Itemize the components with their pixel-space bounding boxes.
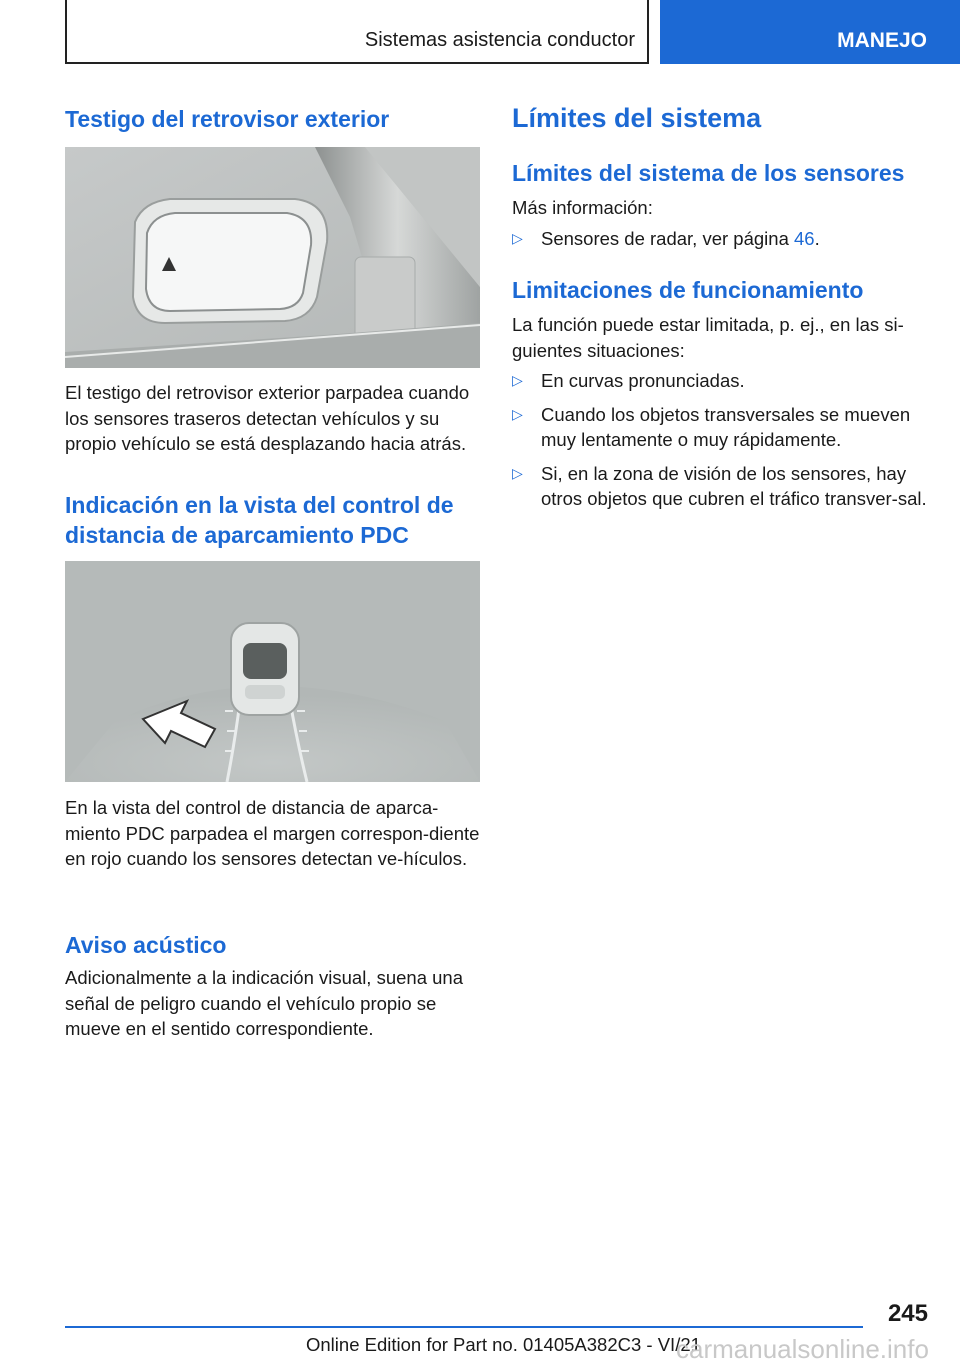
heading-mirror-indicator: Testigo del retrovisor exterior <box>65 106 390 132</box>
page-number: 245 <box>887 1300 928 1327</box>
heading-function-limits: Limitaciones de funcionamiento <box>512 277 864 303</box>
triangle-bullet-icon: ▷ <box>512 464 523 481</box>
paragraph-mirror: El testigo del retrovisor exterior parpadea cuando los sensores traseros detectan vehículos y su propio vehículo se está desplazando hacia atrás. <box>65 382 470 454</box>
watermark-text: carmanualsonline.info <box>676 1334 929 1364</box>
footer-edition-text: Online Edition for Part no. 01405A382C3 - VI/21 <box>306 1334 701 1355</box>
pdc-illustration <box>65 561 480 782</box>
heading-pdc-view: Indicación en la vista del control de distancia de aparcamiento PDC <box>65 492 454 548</box>
triangle-bullet-icon: ▷ <box>512 372 523 388</box>
function-bullet-text: En curvas pronunciadas. <box>541 370 745 391</box>
mirror-figure <box>65 147 480 368</box>
header-bar <box>65 0 649 64</box>
paragraph-acoustic: Adicionalmente a la indicación visual, suena una señal de peligro cuando el vehículo propio se mueve en el sentido correspondiente. <box>65 967 464 1039</box>
header-section-title: Sistemas asistencia conductor <box>364 29 635 51</box>
pdc-figure <box>65 561 480 782</box>
radar-bullet-text: Sensores de radar, ver página <box>541 228 794 249</box>
radar-page-link[interactable]: 46 <box>794 228 815 249</box>
heading-acoustic-warning: Aviso acústico <box>65 932 227 958</box>
list-item <box>512 226 932 252</box>
header-tab-block <box>660 0 960 64</box>
list-item <box>512 368 932 394</box>
paragraph-more-info: Más información: <box>512 197 653 218</box>
heading-system-limits: Límites del sistema <box>512 103 762 133</box>
header-tab-label: MANEJO <box>837 29 927 52</box>
heading-sensor-limits: Límites del sistema de los sensores <box>512 160 905 186</box>
triangle-bullet-icon: ▷ <box>512 405 523 422</box>
mirror-illustration <box>65 147 480 368</box>
function-bullet-list <box>512 368 932 520</box>
list-item <box>512 461 932 512</box>
footer-divider <box>65 1326 863 1328</box>
list-item <box>512 402 932 453</box>
paragraph-function-intro: La función puede estar limitada, p. ej., en las si-guientes situaciones: <box>512 314 904 361</box>
radar-bullet-list <box>512 226 932 260</box>
function-bullet-text: Cuando los objetos transversales se mueven muy lentamente o muy rápidamente. <box>541 403 911 450</box>
paragraph-pdc: En la vista del control de distancia de aparca-miento PDC parpadea el margen correspon-diente en rojo cuando los sensores detectan ve-hículos. <box>65 797 480 869</box>
triangle-bullet-icon: ▷ <box>512 230 523 246</box>
radar-bullet-end: . <box>814 228 820 249</box>
function-bullet-text: Si, en la zona de visión de los sensores, hay otros objetos que cubren el tráfico transver-sal. <box>541 462 927 509</box>
